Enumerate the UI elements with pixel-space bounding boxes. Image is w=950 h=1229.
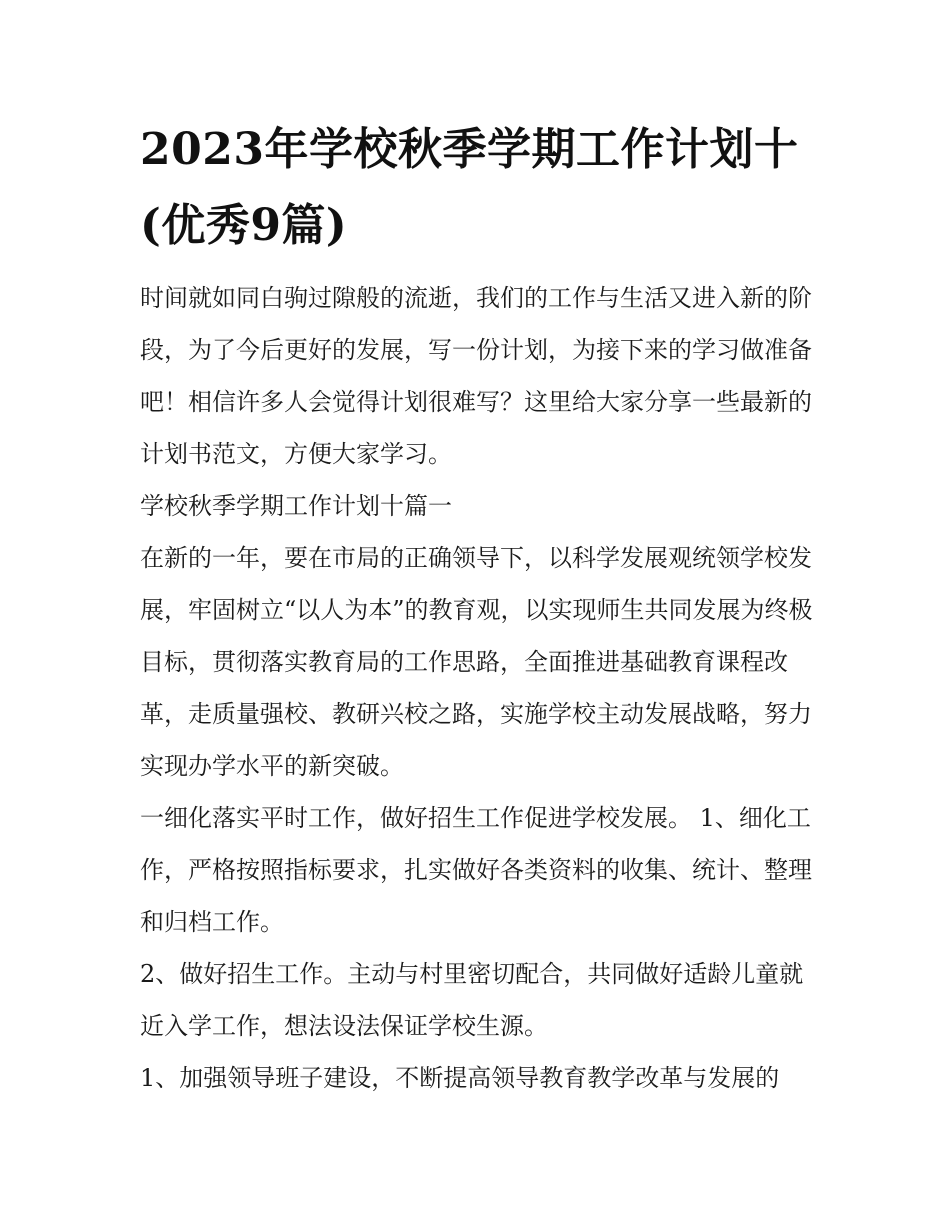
document-title: 2023年学校秋季学期工作计划十(优秀9篇) <box>140 124 799 251</box>
item-1-paragraph: 一细化落实平时工作，做好招生工作促进学校发展。 1、细化工作，严格按照指标要求，扎实做好各类资料的收集、统计、整理和归档工作。 <box>140 804 812 936</box>
section-1-paragraph: 在新的一年，要在市局的正确领导下，以科学发展观统领学校发展，牢固树立“以人为本”的教育观，以实现师生共同发展为终极目标，贯彻落实教育局的工作思路，全面推进基础教育课程改革，走质量强校、教研兴校之路，实施学校主动发展战略，努力实现办学水平的新突破。 <box>140 544 813 780</box>
item-2-paragraph: 2、做好招生工作。主动与村里密切配合，共同做好适龄儿童就近入学工作，想法设法保证学校生源。 <box>140 960 804 1040</box>
section-heading-1: 学校秋季学期工作计划十篇一 <box>140 492 452 520</box>
document-body <box>140 112 820 1104</box>
item-3-paragraph: 1、加强领导班子建设，不断提高领导教育教学改革与发展的 <box>140 1064 780 1092</box>
intro-paragraph: 时间就如同白驹过隙般的流逝，我们的工作与生活又进入新的阶段，为了今后更好的发展，写一份计划，为接下来的学习做准备吧！相信许多人会觉得计划很难写？这里给大家分享一些最新的计划书范文，方便大家学习。 <box>140 284 812 468</box>
